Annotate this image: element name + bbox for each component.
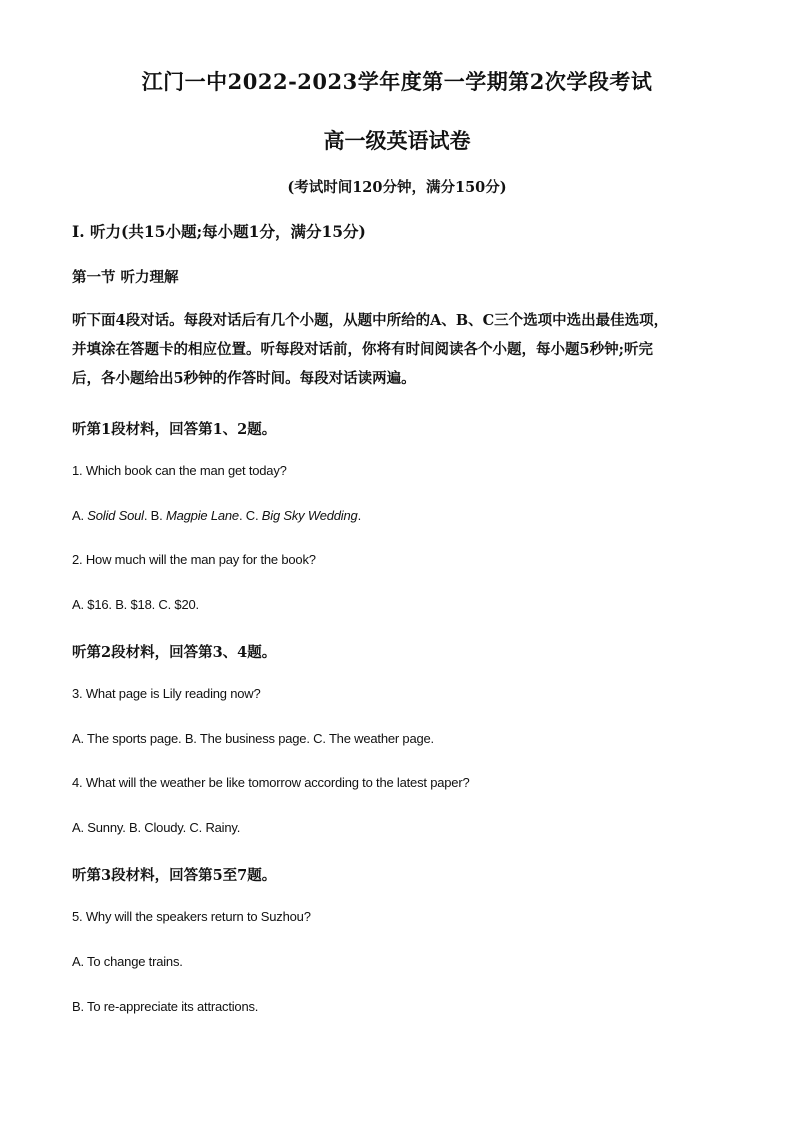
option-b-title: Magpie Lane — [165, 508, 239, 523]
section-heading: Ⅰ. 听力(共15小题;每小题1分，满分15分) — [72, 222, 366, 241]
question-3-stem: 3. What page is Lily reading now? — [72, 686, 261, 701]
option-end: . — [357, 508, 361, 523]
option-prefix: A. — [72, 508, 88, 523]
question-4-options: A. Sunny. B. Cloudy. C. Rainy. — [72, 820, 241, 835]
part-heading: 第一节 听力理解 — [72, 269, 179, 286]
question-2-stem: 2. How much will the man pay for the book? — [72, 552, 316, 567]
question-4-stem: 4. What will the weather be like tomorrow according to the latest paper? — [72, 775, 470, 790]
instructions-line: 听下面4段对话。每段对话后有几个小题，从题中所给的A、B、C三个选项中选出最佳选项， — [72, 312, 669, 329]
group-heading-2: 听第2段材料，回答第3、4题。 — [72, 644, 277, 661]
question-3-options: A. The sports page. B. The business page. C. The weather page. — [72, 731, 434, 746]
group-heading-3: 听第3段材料，回答第5至7题。 — [72, 867, 277, 884]
option-c-title: Big Sky Wedding — [261, 508, 358, 523]
instructions-line: 并填涂在答题卡的相应位置。听每段对话前，你将有时间阅读各个小题，每小题5秒钟;听完 — [72, 341, 653, 358]
question-5-option-a: A. To change trains. — [72, 954, 183, 969]
exam-title: 江门一中2022-2023学年度第一学期第2次学段考试 — [141, 69, 653, 94]
question-1-options — [72, 508, 361, 523]
instructions-line: 后，各小题给出5秒钟的作答时间。每段对话读两遍。 — [72, 370, 416, 387]
group-heading-1: 听第1段材料，回答第1、2题。 — [72, 421, 277, 438]
question-5-stem: 5. Why will the speakers return to Suzhou? — [72, 909, 311, 924]
exam-subtitle: 高一级英语试卷 — [323, 128, 471, 153]
option-prefix: . C. — [238, 508, 262, 523]
question-1-stem: 1. Which book can the man get today? — [72, 463, 287, 478]
question-2-options: A. $16. B. $18. C. $20. — [72, 597, 199, 612]
option-prefix: . B. — [143, 508, 166, 523]
instructions — [72, 306, 727, 393]
question-5-option-b: B. To re-appreciate its attractions. — [72, 999, 259, 1014]
option-a-title: Solid Soul — [87, 508, 144, 523]
exam-time-note: (考试时间120分钟，满分150分) — [287, 179, 507, 196]
